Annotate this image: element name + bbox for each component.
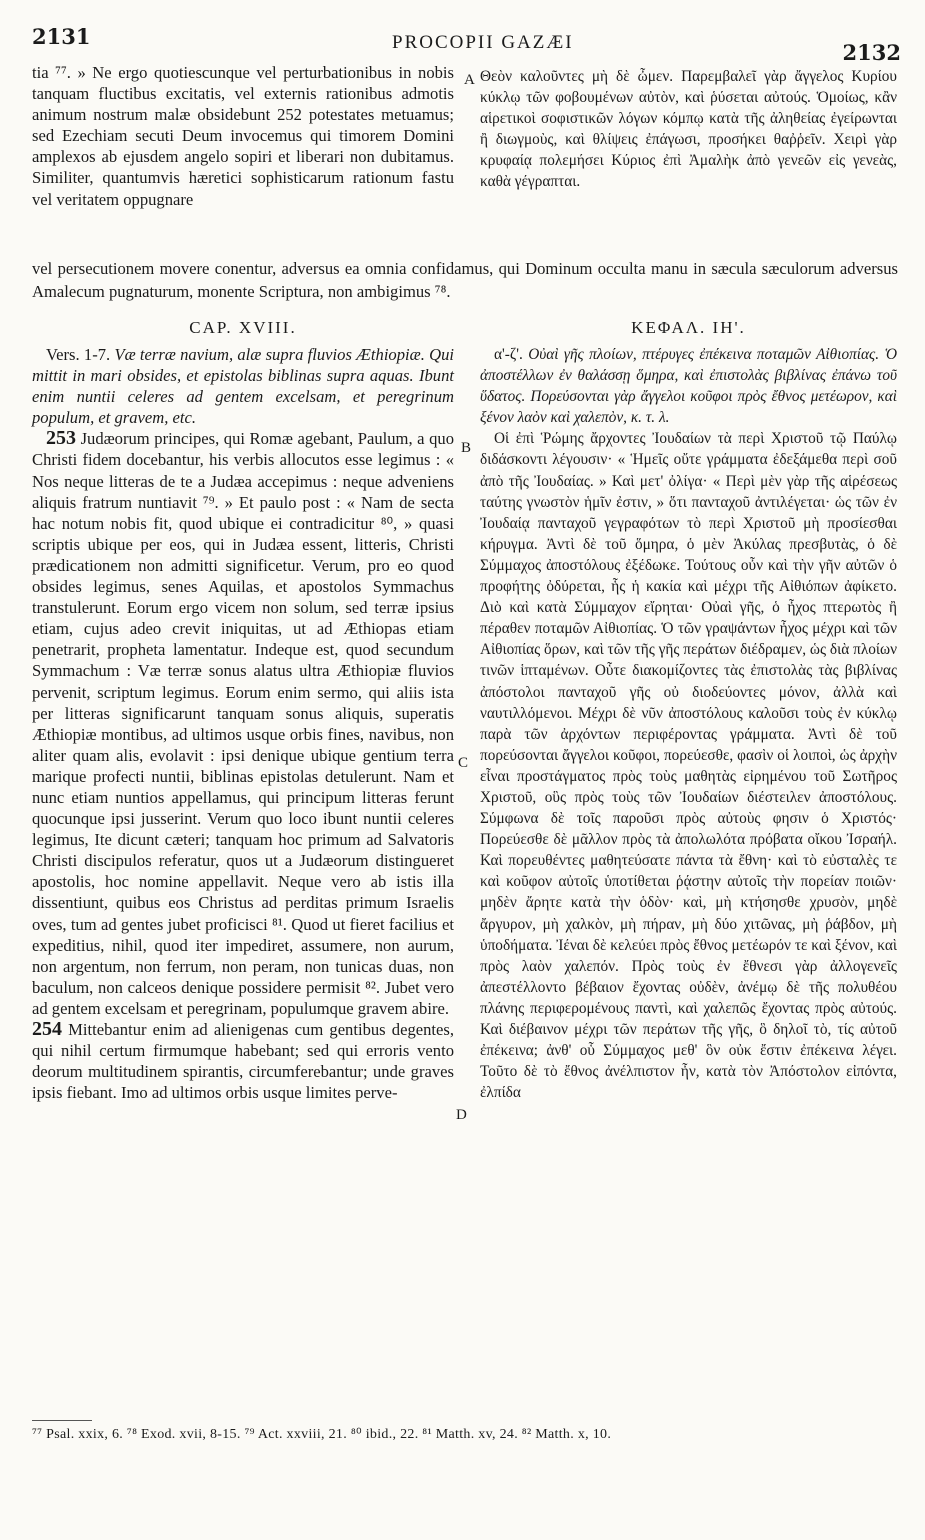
page-number-left: 2131 [32,24,91,49]
greek-chapter-heading: ΚΕΦΑΛ. ΙΗ'. [631,318,746,337]
greek-paragraph: Οἱ ἐπὶ Ῥώμης ἄρχοντες Ἰουδαίων τὰ περὶ Χριστοῦ τῷ Παύλῳ διδάσκοντι λέγουσιν· « Ἡμεῖς οὔτε γράμματα ἐδεξάμεθα περὶ σοῦ ἀπὸ τῆς Ἰουδαίας. » Καὶ μετ' ὀλίγα· « Περὶ μὲν γὰρ τῆς αἱρέσεως ταύτης γνωστὸν ἡμῖν ἐστιν, » ὅτι πανταχοῦ ἀντιλέγεται· ὡς τῶν ἐν Ἰουδαίᾳ πανταχοῦ γεγραφότων τὸ περὶ Χριστοῦ μὴ προσίεσθαι κήρυγμα. Ἀντὶ δὲ τοῦ ὅμηρα, ὁ μὲν Ἀκύλας πρεσβυτὰς, ὁ δὲ Σύμμαχος ἀποστόλους ἐξέδωκε. Τούτους οὖν καὶ τὴν γῆν αὐτῶν ὁ προφήτης ὀδύρεται, ἧς ἡ κακία καὶ μέχρι τῆς Αἰθιόπων ἀφίκετο. Διὸ καὶ κατὰ Σύμμαχον εἴρηται· Οὐαὶ γῆς, ὁ ἦχος πτερωτὸς ἢ πέραθεν ποταμῶν Αἰθιοπίας. Ὁ τῶν γραψάντων ἦχος μέχρι καὶ τῶν Αἰθιοπίας ὅρων, καὶ τῶν τῆς γῆς περάτων διέδραμεν, ὡς διὰ πλοίων τινῶν ἱπταμένων. Οὗτε διακομίζοντες τὰς ἐπιστολὰς τὰς βιβλίνας ἀπόστολοι πανταχοῦ γῆς οὐ διοδεύοντες μόνον, ἀλλὰ καὶ ναυτιλλόμενοι. Μέχρι δὲ νῦν ἀποστόλους καλοῦσι τοὺς ἐν κύκλῳ παρὰ τῶν ἀρχόντων περιφέροντας γράμματα. Ἀντὶ δὲ τοῦ πορεύσονται ἄγγελοι κοῦφοι, πορεύεσθε, φασὶν οἱ λοιποὶ, ὡς ἀρχὴν εἶναι προστάγματος πρὸς τοὺς μαθητὰς εἰρημένου τοῦ Σωτῆρος Χριστοῦ, οὓς πρὸς τοὺς τῶν Ἰουδαίων διέστειλεν ἀποστόλους. Σύμφωνα δὲ τοῖς παροῦσι πρὸς αὐτοὺς φησιν ὁ Χριστός· Πορεύεσθε δὲ μᾶλλον πρὸς τὰ ἀπολωλότα πρόβατα οἴκου Ἰσραήλ. Καὶ πορευθέντες μαθητεύσατε πάντα τὰ ἔθνη· καὶ τὸ εὐσταλὲς τε καὶ κοῦφον αὐτοῖς ὑποτίθεται ῥᾴστην αὐτοῖς τὴν πορείαν ποιῶν· μηδὲν ἄρητε κατὰ τὴν ὁδὸν· καὶ, μὴ κτήσησθε χρυσὸν, μηδὲ ἄργυρον, μὴ χαλκὸν, μὴ πήραν, μὴ δύο χιτῶνας, μὴ ῥάβδον, μὴ ὑποδήματα. Ἰέναι δὲ κελεύει πρὸς ἔθνος μετέωρόν τε καὶ ξένον, καὶ πρὸς λαὸν χαλεπόν. Πρὸς τοὺς ἐν ἔθνεσι γὰρ ἀλλογενεῖς ἀπεστέλλοντο βέβαιον ἔχοντας οὐδὲν, ἀνέμῳ δὲ τῆς πολυθέου πλάνης περιφερομένους παντὶ, καὶ χαλεπῶς ἔχοντας πρὸς αὐτούς. Καὶ διέβαινον μέχρι τῶν περάτων τῆς γῆς, ὃ δηλοῖ τὸ, τίς αὐτοῦ ἐπέκεινα; ἀνθ' οὗ Σύμμαχος μεθ' ὃν οὐκ ἔστιν ἐπέκεινα λέγει. Τοῦτο δὲ τὸ ἔθνος ἀνέλπιστον ἦν, κατὰ τὸν Ἀπόστολον εἰπόντα, ἐλπίδα [480,430,897,1102]
page-header [0,18,925,65]
latin-column [32,344,454,1424]
latin-paragraph-253 [32,428,454,1019]
greek-pericope [480,344,897,428]
margin-letter-c: C [458,755,469,771]
latin-pericope [32,344,454,428]
top-greek-text [480,66,897,236]
margin-letter-b: B [461,440,472,456]
latin-paragraph-text: Judæorum principes, qui Romæ agebant, Paulum, a quo Christi fidem docebantur, his verbis allocutos esse legimus : « Nos neque litteras de te a Judæa accepimus : neque adveniens aliquis fratrum nuntiavit ⁷⁹. » Et paulo post : « Nam de secta hac notum nobis fit, quod ubique ei contradicitur ⁸⁰, » quasi scriptis ubique per eos, qui in Judæa essent, litteris, Christi prædicationem non admitti significetur. Verum, pro eo quod obsides legimus, senes Aquilas, et apostolos Symmachus transtulerunt. Eorum ergo vicem non solum, sed terræ ipsius etiam, cujus adeo crevit iniquitas, ut ad Æthiopas etiam penetrarit, propheta lamentatur. Indeque est, quod secundum Symmachum : Væ terræ sonus alatus ultra Æthiopiæ fluvios pervenit, scriptum legimus. Eorum enim sermo, qui aliis ista per litteras significarunt tanquam sonus aliquis, superatis Æthiopiæ montibus, ad ultimos usque orbis fines, navibus, non aliter quam alis, evolavit : ipsi denique ubique gentium terra marique profecti nuntii, biblinas epistolas detulerunt. Nam et nunc etiam nuntios appellamus, qui principum litteras ferunt quocunque ipsi jusserint. Verum quo loco ibunt nuntii celeres legimus, Ite dicunt cæteri; tanquam hoc primum ad Salvatoris Christi discipulos referatur, quos ut a Judæorum distingueret apostolis, hoc nomine appellavit. Neque vero ab istis illa dissentiunt, quibus eos Christus ad perditas primum Israelis oves, tum ad gentes jubet proficisci ⁸¹. Quod ut fieret facilius et expeditius, nihil, quod iter impediret, assumere, non aurum, non argentum, non ferrum, non peram, non tunicas duas, non baculum, non calceos denique possidere permisit ⁸². Jubet vero ad gentem excelsam et peregrinam, populumque gravem abire. [32,429,454,1018]
wide-latin-text [32,258,898,303]
greek-continuation: Θεὸν καλοῦντες μὴ δὲ ὦμεν. Παρεμβαλεῖ γὰρ ἄγγελος Κυρίου κύκλῳ τῶν φοβουμένων αὐτὸν, καὶ ῥύσεται αὐτούς. Ὁμοίως, κἂν αἱρετικοὶ σοφιστικῶν λόγων κόμπῳ κατὰ τῆς ἀληθείας ἐγείρωνται ἢ διωγμοὺς, καὶ θλίψεις ἐπάγωσι, προσήκει θαῤῥεῖν. Χειρὶ γὰρ κρυφαίᾳ πολεμήσει Κύριος ἐπὶ Ἀμαλὴκ ἀπὸ γενεῶν εἰς γενεὰς, καθὰ γέγραπται. [480,68,897,191]
greek-pericope-label: α'-ζ'. [494,346,523,363]
latin-pericope-text: Væ terræ navium, alæ supra fluvios Æthiopiæ. Qui mittit in mari obsides, et epistolas biblinas supra aquas. Ibunt enim nuntii celeres ad gentem excelsam, et peregrinum populum, et gravem, etc. [32,345,455,428]
latin-paragraph-254 [32,1019,454,1103]
margin-letter-a: A [464,72,475,88]
margin-letter-d: D [456,1107,467,1123]
latin-chapter-heading: CAP. XVIII. [189,318,297,337]
page-number-right: 2132 [842,40,901,65]
footnote-rule [32,1420,92,1421]
latin-wide-line: vel persecutionem movere conentur, adversus ea omnia confidamus, qui Dominum occulta manu in sæcula sæculorum adversus Amalecum pugnaturum, monente Scriptura, non ambigimus ⁷⁸. [32,259,898,301]
section-number-254: 254 [32,1018,62,1040]
greek-column [480,344,897,1424]
latin-paragraph-text: Mittebantur enim ad alienigenas cum gentibus degentes, qui nihil certum firmumque habebant; sed qui erroris vento deorum multitudinem spirantis, circumferebantur; unde graves ipsis fiebant. Imo ad ultimos orbis usque limites perve- [32,1020,454,1103]
footnotes: ⁷⁷ Psal. xxix, 6. ⁷⁸ Exod. xvii, 8-15. ⁷⁹ Act. xxviii, 21. ⁸⁰ ibid., 22. ⁸¹ Matth. xv, 24. ⁸² Matth. x, 10. [32,1427,612,1442]
greek-pericope-text: Οὐαὶ γῆς πλοίων, πτέρυγες ἐπέκεινα ποταμῶν Αἰθιοπίας. Ὁ ἀποστέλλων ἐν θαλάσσῃ ὅμηρα, καὶ ἐπιστολὰς βιβλίνας ἐπάνω τοῦ ὕδατος. Πορεύσονται γὰρ ἄγγελοι κοῦφοι πρὸς ἔθνος μετέωρον, καὶ ξένον λαὸν καὶ χαλεπὸν, κ. τ. λ. [480,346,897,427]
section-number-253: 253 [46,427,76,450]
latin-pericope-label: Vers. 1-7. [46,345,111,364]
top-latin-text [32,62,454,260]
latin-continuation: tia ⁷⁷. » Ne ergo quotiescunque vel perturbationibus in nobis tanquam fluctibus excitatis, vel externis rationibus admotis animum nostrum malæ obsidebunt 252 potestates metuamus; sed Ezechiam secuti Deum invocemus qui timorem Domini amplexos ab ejusdem angelo sopiri et liberari non dubitamus. Similiter, quantumvis hæretici sophisticarum rationum fastu vel veritatem oppugnare [32,63,454,209]
running-title: PROCOPII GAZÆI [392,32,574,53]
